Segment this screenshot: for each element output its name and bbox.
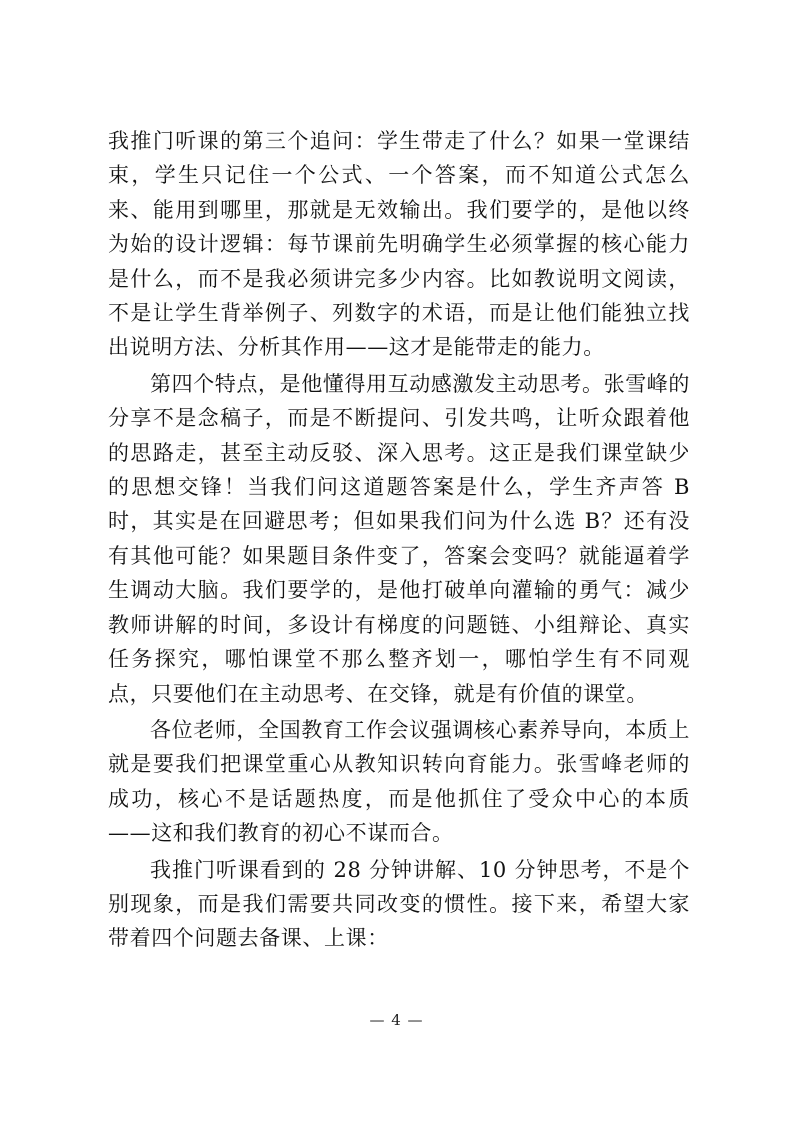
page-number: — 4 — — [369, 1011, 424, 1029]
paragraph-2: 第四个特点，是他懂得用互动感激发主动思考。张雪峰的分享不是念稿子，而是不断提问、引发共鸣，让听众跟着他的思路走，甚至主动反驳、深入思考。这正是我们课堂缺少的思想交锋！当我们问这道题答案是什么，学生齐声答 B 时，其实是在回避思考；但如果我们问为什么选 B？还有没有其他可能？如果题目条件变了，答案会变吗？就能逼着学生调动大脑。我们要学的，是他打破单向灌输的勇气：减少教师讲解的时间，多设计有梯度的问题链、小组辩论、真实任务探究，哪怕课堂不那么整齐划一，哪怕学生有不同观点，只要他们在主动思考、在交锋，就是有价值的课堂。 — [108, 371, 690, 706]
paragraph-4: 我推门听课看到的 28 分钟讲解、10 分钟思考，不是个别现象，而是我们需要共同改变的惯性。接下来，希望大家带着四个问题去备课、上课： — [108, 857, 690, 951]
paragraph-1: 我推门听课的第三个追问：学生带走了什么？如果一堂课结束，学生只记住一个公式、一个答案，而不知道公式怎么来、能用到哪里，那就是无效输出。我们要学的，是他以终为始的设计逻辑：每节课前先明确学生必须掌握的核心能力是什么，而不是我必须讲完多少内容。比如教说明文阅读，不是让学生背举例子、列数字的术语，而是让他们能独立找出说明方法、分析其作用——这才是能带走的能力。 — [108, 129, 690, 360]
body-text — [108, 124, 690, 958]
paragraph-3: 各位老师，全国教育工作会议强调核心素养导向，本质上就是要我们把课堂重心从教知识转向育能力。张雪峰老师的成功，核心不是话题热度，而是他抓住了受众中心的本质——这和我们教育的初心不谋而合。 — [108, 717, 690, 846]
